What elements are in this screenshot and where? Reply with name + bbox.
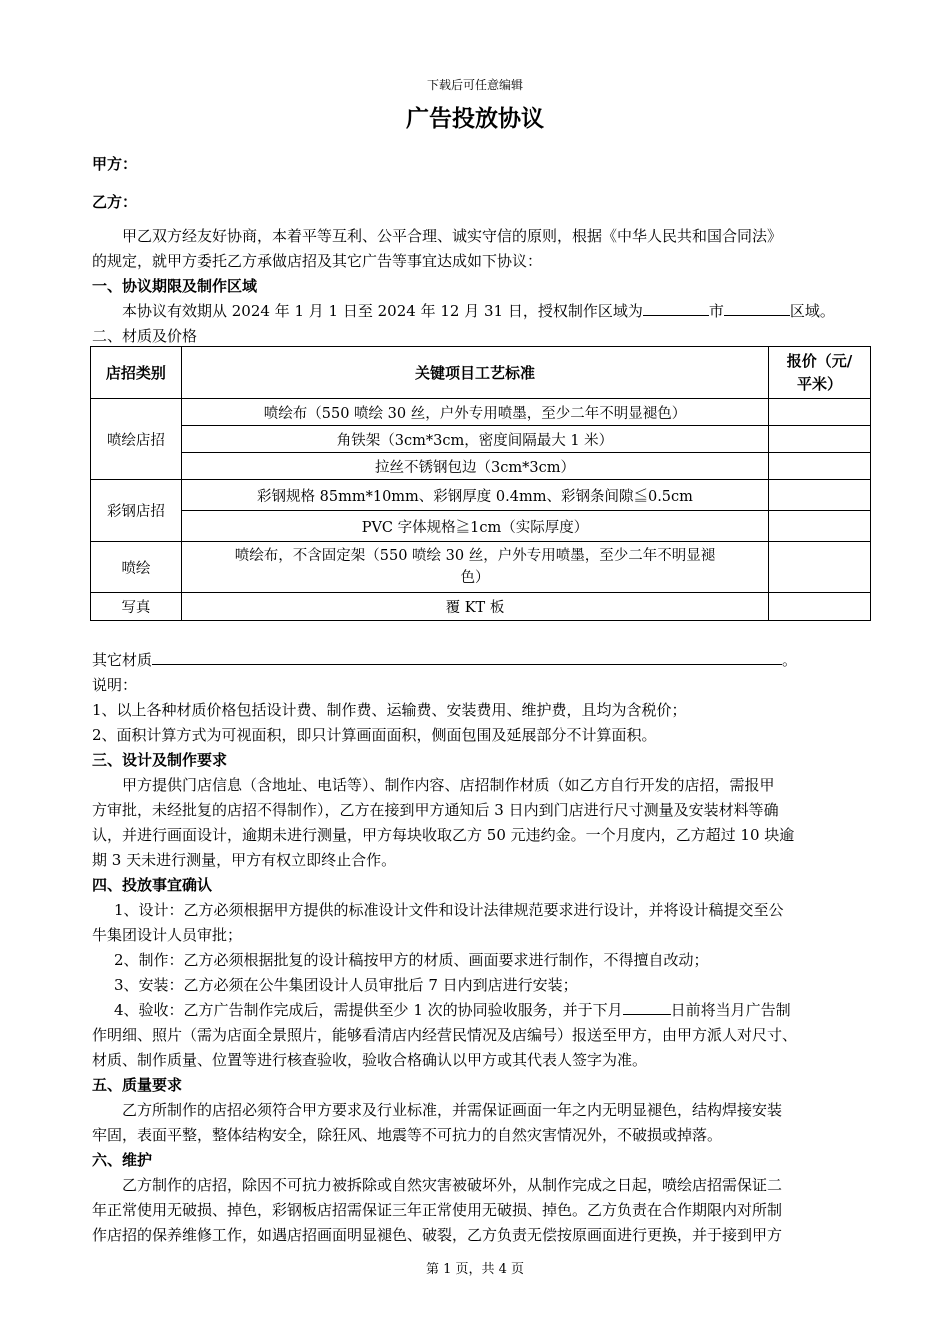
- price-cell: [769, 593, 871, 621]
- table-row: [91, 480, 871, 511]
- page-footer: 第 1 页，共 4 页: [425, 1262, 525, 1277]
- standard-cell: 彩钢规格 85mm*10mm、彩钢厚度 0.4mm、彩钢条间隙≦0.5cm: [181, 480, 768, 511]
- district-blank: [724, 300, 790, 316]
- acceptance-text-end: 日前将当月广告制: [670, 1001, 791, 1019]
- note-1: 1、以上各种材质价格包括设计费、制作费、运输费、安装费用、维护费，且均为含税价；: [92, 701, 687, 719]
- price-cell: [769, 511, 871, 542]
- table-row: [91, 511, 871, 542]
- section-4-item-1-line-1: 1、设计：乙方必须根据甲方提供的标准设计文件和设计法律规范要求进行设计，并将设计稿提交至公: [114, 901, 784, 919]
- category-cell: 彩钢店招: [91, 480, 182, 542]
- section-3-heading: 三、设计及制作要求: [92, 751, 228, 769]
- category-cell: 喷绘: [91, 542, 182, 593]
- standard-cell: 拉丝不锈钢包边（3cm*3cm）: [181, 453, 768, 480]
- date-blank: [623, 999, 671, 1015]
- section-4-item-4-line-2: 作明细、照片（需为店面全景照片，能够看清店内经营民情况及店编号）报送至甲方，由甲方派人对尺寸、: [92, 1026, 798, 1044]
- category-cell: 喷绘店招: [91, 399, 182, 480]
- section-3-line-4: 期 3 天未进行测量，甲方有权立即终止合作。: [92, 851, 397, 869]
- price-cell: [769, 453, 871, 480]
- other-materials-end: 。: [782, 651, 798, 669]
- section-6-line-1: 乙方制作的店招，除因不可抗力被拆除或自然灾害被破坏外，从制作完成之日起，喷绘店招需保证二: [122, 1176, 783, 1194]
- standard-cell: PVC 字体规格≧1cm（实际厚度）: [181, 511, 768, 542]
- party-a-label: 甲方：: [92, 155, 138, 173]
- materials-price-table: [90, 346, 871, 621]
- document-title: 广告投放协议: [406, 106, 544, 132]
- category-cell: 写真: [91, 593, 182, 621]
- price-cell: [769, 426, 871, 453]
- table-row: [91, 399, 871, 426]
- other-materials-line: [92, 648, 872, 673]
- section-4-item-4-line-3: 材质、制作质量、位置等进行核查验收，验收合格确认以甲方或其代表人签字为准。: [92, 1051, 648, 1069]
- header-category: 店招类别: [91, 347, 182, 399]
- section-4-item-4-line-1: [92, 998, 894, 1023]
- section-3-line-3: 认，并进行画面设计，逾期未进行测量，甲方每块收取乙方 50 元违约金。一个月度内，乙方超过 10 块逾: [92, 826, 795, 844]
- section-4-item-3: 3、安装：乙方必须在公牛集团设计人员审批后 7 日内到店进行安装；: [114, 976, 578, 994]
- section-5-line-2: 牢固，表面平整，整体结构安全，除狂风、地震等不可抗力的自然灾害情况外，不破损或掉落。: [92, 1126, 723, 1144]
- district-label: 区域。: [789, 302, 835, 320]
- note-2: 2、面积计算方式为可视面积，即只计算画面面积，侧面包围及延展部分不计算面积。: [92, 726, 657, 744]
- other-materials-blank: [152, 649, 782, 665]
- price-cell: [769, 480, 871, 511]
- header-standard: 关键项目工艺标准: [181, 347, 768, 399]
- section-4-heading: 四、投放事宜确认: [92, 876, 213, 894]
- section-1-text: [92, 299, 902, 324]
- section-4-item-2: 2、制作：乙方必须根据批复的设计稿按甲方的材质、画面要求进行制作，不得擅自改动；: [114, 951, 709, 969]
- city-blank: [643, 300, 709, 316]
- section-6-line-3: 作店招的保养维修工作，如遇店招画面明显褪色、破裂，乙方负责无偿按原画面进行更换，并于接到甲方: [92, 1226, 783, 1244]
- standard-cell: [181, 542, 768, 593]
- table-row: [91, 593, 871, 621]
- price-cell: [769, 542, 871, 593]
- section-5-line-1: 乙方所制作的店招必须符合甲方要求及行业标准，并需保证画面一年之内无明显褪色，结构焊接安装: [122, 1101, 783, 1119]
- header-price: [769, 347, 871, 399]
- notes-label: 说明：: [92, 676, 138, 694]
- price-cell: [769, 399, 871, 426]
- section-2-heading: 二、材质及价格: [92, 327, 198, 345]
- party-b-label: 乙方：: [92, 193, 138, 211]
- standard-cell: 覆 KT 板: [181, 593, 768, 621]
- city-label: 市: [708, 302, 724, 320]
- header-note: 下载后可任意编辑: [426, 78, 523, 92]
- standard-cell: 角铁架（3cm*3cm，密度间隔最大 1 米）: [181, 426, 768, 453]
- table-row: [91, 453, 871, 480]
- table-row: [91, 542, 871, 593]
- section-6-line-2: 年正常使用无破损、掉色，彩钢板店招需保证三年正常使用无破损、掉色。乙方负责在合作期限内对所制: [92, 1201, 783, 1219]
- standard-cell: 喷绘布（550 喷绘 30 丝，户外专用喷墨，至少二年不明显褪色）: [181, 399, 768, 426]
- section-3-line-1: 甲方提供门店信息（含地址、电话等）、制作内容、店招制作材质（如乙方自行开发的店招，需报甲: [122, 776, 775, 794]
- table-row: [91, 426, 871, 453]
- section-4-item-1-line-2: 牛集团设计人员审批；: [92, 926, 243, 944]
- header-price-line1: 报价（元/: [786, 351, 853, 370]
- table-header-row: [91, 347, 871, 399]
- section-1-heading: 一、协议期限及制作区域: [92, 277, 258, 295]
- term-text: 本协议有效期从 2024 年 1 月 1 日至 2024 年 12 月 31 日，授权制作区域为: [122, 302, 643, 320]
- section-3-line-2: 方审批，未经批复的店招不得制作），乙方在接到甲方通知后 3 日内到门店进行尺寸测量及安装材料等确: [92, 801, 779, 819]
- intro-line-2: 的规定，就甲方委托乙方承做店招及其它广告等事宜达成如下协议：: [92, 252, 543, 270]
- acceptance-text: 4、验收：乙方广告制作完成后，需提供至少 1 次的协同验收服务，并于下月: [114, 1001, 623, 1019]
- other-materials-label: 其它材质: [92, 651, 153, 669]
- standard-line-2: 色）: [460, 570, 490, 586]
- header-price-line2: 平米）: [797, 374, 843, 393]
- intro-line-1: 甲乙双方经友好协商，本着平等互利、公平合理、诚实守信的原则，根据《中华人民共和国合同法》: [122, 227, 783, 245]
- section-6-heading: 六、维护: [92, 1151, 153, 1169]
- section-5-heading: 五、质量要求: [92, 1076, 183, 1094]
- standard-line-1: 喷绘布，不含固定架（550 喷绘 30 丝，户外专用喷墨，至少二年不明显褪: [234, 548, 716, 564]
